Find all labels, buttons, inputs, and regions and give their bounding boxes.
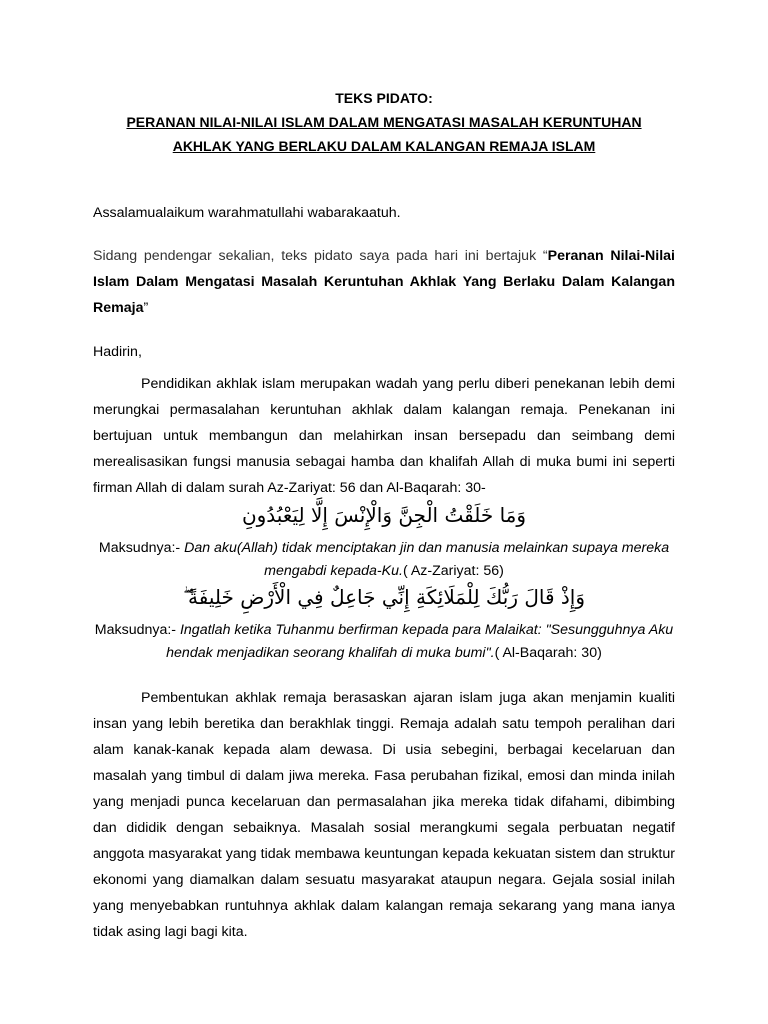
salutation: Hadirin,: [93, 344, 142, 360]
verse-1-reference: ( Az-Zariyat: 56): [402, 563, 504, 579]
greeting: Assalamualaikum warahmatullahi wabarakaatuh.: [93, 205, 401, 221]
verse-1-label: Maksudnya:-: [98, 540, 185, 556]
heading-title-line1: PERANAN NILAI-NILAI ISLAM DALAM MENGATASI MASALAH KERUNTUHAN: [126, 114, 642, 130]
verse-2-translation: Ingatlah ketika Tuhanmu berfirman kepada para Malaikat: "Sesungguhnya Aku hendak menjadikan seorang khalifah di muka bumi".: [166, 622, 674, 661]
intro-paragraph: [93, 243, 675, 321]
verse-2-label: Maksudnya:-: [94, 622, 180, 638]
verse-1-translation: Dan aku(Allah) tidak menciptakan jin dan manusia melainkan supaya mereka mengabdi kepada-Ku.: [184, 540, 670, 579]
verse-2-reference: ( Al-Baqarah: 30): [494, 645, 602, 661]
verse-2-meaning: [93, 619, 675, 665]
heading-title-line2: AKHLAK YANG BERLAKU DALAM KALANGAN REMAJA ISLAM: [172, 138, 596, 154]
heading-label: TEKS PIDATO:: [335, 90, 433, 106]
intro-title: Peranan Nilai-Nilai Islam Dalam Mengatasi Masalah Keruntuhan Akhlak Yang Berlaku Dalam Kalangan Remaja: [93, 248, 675, 316]
arabic-verse-2: وَإِذْ قَالَ رَبُّكَ لِلْمَلَائِكَةِ إِنِّي جَاعِلٌ فِي الْأَرْضِ خَلِيفَةً ۖ: [182, 585, 585, 609]
paragraph-1: Pendidikan akhlak islam merupakan wadah yang perlu diberi penekanan lebih demi merungkai permasalahan keruntuhan akhlak dalam kalangan remaja. Penekanan ini bertujuan untuk membangun dan melahirkan insan bersepadu dan seimbang demi merealisasikan fungsi manusia sebagai hamba dan khalifah Allah di muka bumi ini seperti firman Allah di dalam surah Az-Zariyat: 56 dan Al-Baqarah: 30-: [93, 376, 675, 496]
paragraph-2: Pembentukan akhlak remaja berasaskan ajaran islam juga akan menjamin kualiti insan yang lebih beretika dan berakhlak tinggi. Remaja adalah satu tempoh peralihan dari alam kanak-kanak kepada alam dewasa. Di usia sebegini, berbagai kecelaruan dan masalah yang timbul di dalam jiwa mereka. Fasa perubahan fizikal, emosi dan minda inilah yang menjadi punca kecelaruan dan permasalahan jika mereka tidak difahami, dibimbing dan dididik dengan sebaiknya. Masalah sosial merangkumi segala perbuatan negatif anggota masyarakat yang tidak membawa keuntungan kepada kekuatan sistem dan struktur ekonomi yang diamalkan dalam sesuatu masyarakat ataupun negara. Gejala sosial inilah yang menyebabkan runtuhnya akhlak dalam kalangan remaja sekarang yang mana ianya tidak asing lagi bagi kita.: [93, 690, 675, 940]
speech-heading: [0, 86, 768, 158]
intro-prefix: Sidang pendengar sekalian, teks pidato saya pada hari ini bertajuk “: [93, 248, 548, 264]
arabic-verse-1: وَمَا خَلَقْتُ الْجِنَّ وَالْإِنْسَ إِلَّا لِيَعْبُدُونِ: [241, 503, 527, 527]
intro-suffix: ”: [143, 300, 149, 316]
verse-1-meaning: [93, 537, 675, 583]
